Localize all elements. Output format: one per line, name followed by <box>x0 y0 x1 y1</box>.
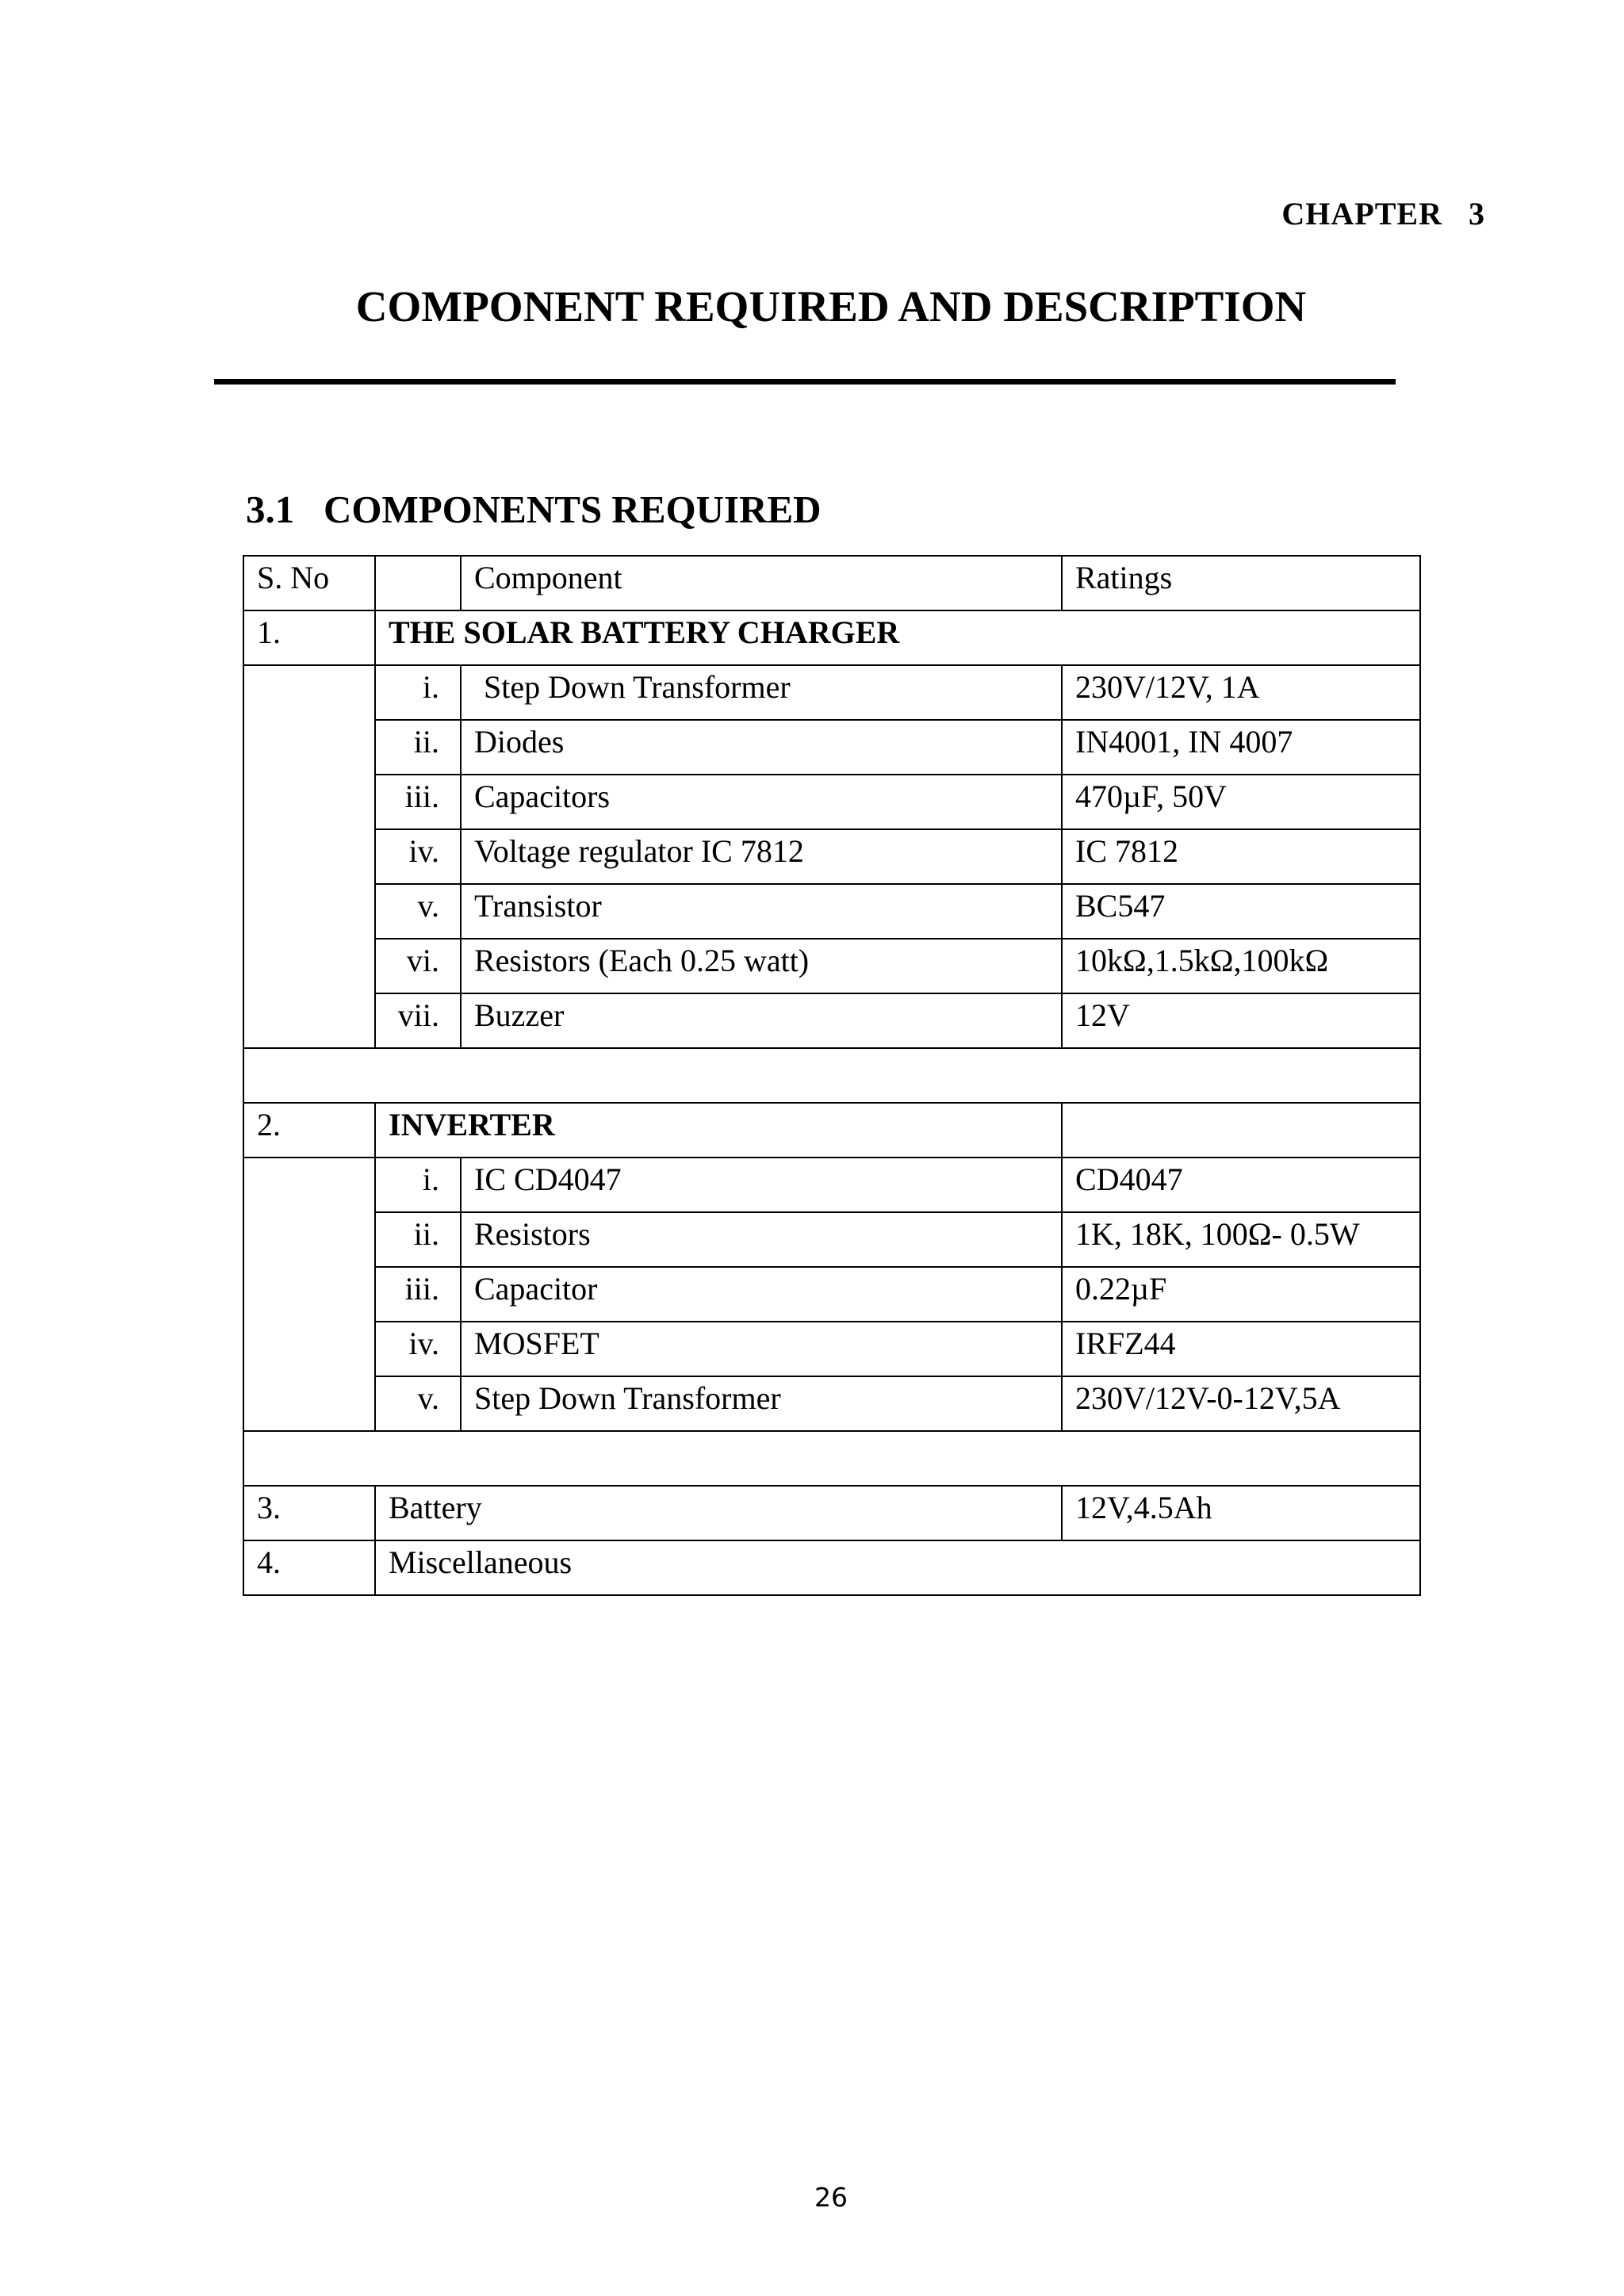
table-row <box>243 720 1420 775</box>
group-spacer-cell <box>243 665 375 1048</box>
sub-number: i. <box>375 1158 461 1212</box>
table-row <box>243 993 1420 1048</box>
page-title: COMPONENT REQUIRED AND DESCRIPTION <box>355 282 1307 331</box>
component-name: Buzzer <box>461 993 1062 1048</box>
table-row <box>243 665 1420 720</box>
component-name: Miscellaneous <box>375 1540 1420 1595</box>
group-name: THE SOLAR BATTERY CHARGER <box>375 610 1420 665</box>
table-row <box>243 884 1420 939</box>
section-number: 3.1 <box>246 488 295 531</box>
component-name: Capacitors <box>461 775 1062 829</box>
sub-number: iii. <box>375 775 461 829</box>
group-row <box>243 610 1420 665</box>
sub-number: iii. <box>375 1267 461 1322</box>
section-title: COMPONENTS REQUIRED <box>324 488 822 531</box>
header-sub <box>375 556 461 610</box>
group-spacer-cell <box>243 1158 375 1431</box>
sub-number: v. <box>375 884 461 939</box>
sub-number: vi. <box>375 939 461 993</box>
component-rating: BC547 <box>1062 884 1420 939</box>
component-rating: 1K, 18K, 100Ω- 0.5W <box>1062 1212 1420 1267</box>
component-rating: IRFZ44 <box>1062 1322 1420 1376</box>
component-rating: 230V/12V, 1A <box>1062 665 1420 720</box>
component-name: Diodes <box>461 720 1062 775</box>
sub-number: ii. <box>375 720 461 775</box>
group-number: 2. <box>243 1103 375 1158</box>
sub-number: v. <box>375 1376 461 1431</box>
component-name: Resistors (Each 0.25 watt) <box>461 939 1062 993</box>
empty-row <box>243 1048 1420 1103</box>
table-row <box>243 1212 1420 1267</box>
components-table <box>243 555 1421 1596</box>
component-name: MOSFET <box>461 1322 1062 1376</box>
component-name: Step Down Transformer <box>461 665 1062 720</box>
title-divider <box>214 379 1396 385</box>
component-rating: IC 7812 <box>1062 829 1420 884</box>
empty-row <box>243 1431 1420 1486</box>
component-name: IC CD4047 <box>461 1158 1062 1212</box>
sub-number: iv. <box>375 829 461 884</box>
table-header-row <box>243 556 1420 610</box>
component-rating: 0.22µF <box>1062 1267 1420 1322</box>
component-rating: 230V/12V-0-12V,5A <box>1062 1376 1420 1431</box>
page-number: 26 <box>814 2182 848 2213</box>
group-number: 1. <box>243 610 375 665</box>
component-name: Step Down Transformer <box>461 1376 1062 1431</box>
component-rating: IN4001, IN 4007 <box>1062 720 1420 775</box>
component-rating: 10kΩ,1.5kΩ,100kΩ <box>1062 939 1420 993</box>
component-name: Transistor <box>461 884 1062 939</box>
table-row <box>243 1267 1420 1322</box>
table-row <box>243 829 1420 884</box>
component-name: Voltage regulator IC 7812 <box>461 829 1062 884</box>
chapter-label: CHAPTER 3 <box>1281 196 1485 232</box>
section-heading <box>246 487 822 532</box>
table-row <box>243 939 1420 993</box>
table-row <box>243 1158 1420 1212</box>
sub-number: iv. <box>375 1322 461 1376</box>
group-name: INVERTER <box>375 1103 1062 1158</box>
empty-cell <box>243 1048 1420 1103</box>
sub-number: ii. <box>375 1212 461 1267</box>
table-row <box>243 1376 1420 1431</box>
row-number: 3. <box>243 1486 375 1540</box>
header-sno: S. No <box>243 556 375 610</box>
row-number: 4. <box>243 1540 375 1595</box>
component-rating: 12V,4.5Ah <box>1062 1486 1420 1540</box>
component-name: Capacitor <box>461 1267 1062 1322</box>
group-row <box>243 1103 1420 1158</box>
component-name: Battery <box>375 1486 1062 1540</box>
empty-cell <box>243 1431 1420 1486</box>
component-rating: CD4047 <box>1062 1158 1420 1212</box>
group-rating-empty <box>1062 1103 1420 1158</box>
sub-number: vii. <box>375 993 461 1048</box>
header-ratings: Ratings <box>1062 556 1420 610</box>
component-rating: 12V <box>1062 993 1420 1048</box>
header-component: Component <box>461 556 1062 610</box>
table-row <box>243 1322 1420 1376</box>
sub-number: i. <box>375 665 461 720</box>
component-rating: 470µF, 50V <box>1062 775 1420 829</box>
table-row <box>243 1486 1420 1540</box>
table-row <box>243 1540 1420 1595</box>
component-name: Resistors <box>461 1212 1062 1267</box>
table-row <box>243 775 1420 829</box>
